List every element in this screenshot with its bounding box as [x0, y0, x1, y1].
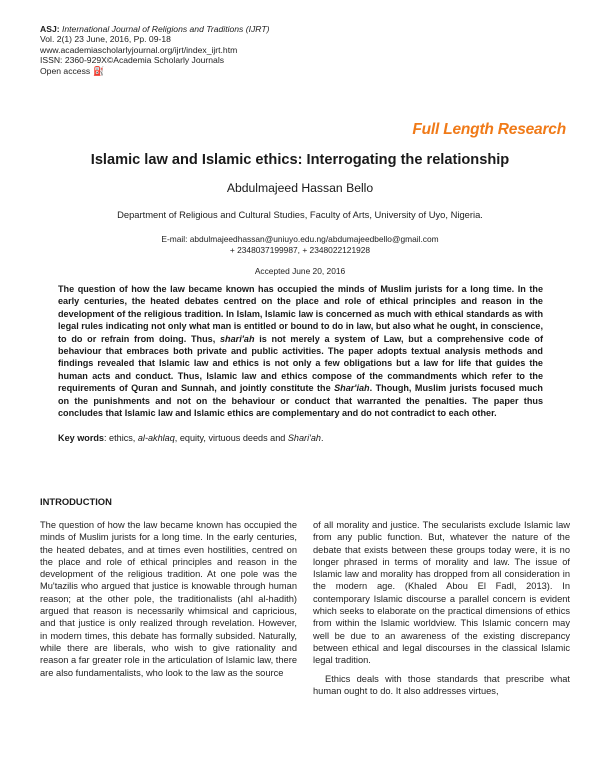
- abstract: [58, 283, 543, 419]
- accepted-date: Accepted June 20, 2016: [254, 266, 346, 276]
- keywords-label: Key words: [58, 433, 104, 443]
- open-access-label: Open access: [40, 65, 91, 76]
- journal-url[interactable]: www.academiascholarlyjournal.org/ijrt/index_ijrt.htm: [40, 44, 238, 55]
- body-paragraph: The question of how the law became known has occupied the minds of Muslim jurists for a long time. In the early centuries, the heated debates, and at times even hostilities, centred on the place and role of ethical principles and reason in the development of the religious tradition. At one pole was the Mu'tazilis who argued that justice is knowable through human reason; at the other pole, the traditionalists (ahl al-hadith) argued that reason is necessarily whimsical and capricious, and that justice is only realized through revelation. However, in modern times, this debate has formally subsided. Naturally, while there are liberals, who wish to give rationality and reason a far greater role in the articulation of Islamic law, there are also fundamentalists, who look to the law as the source: [40, 520, 297, 678]
- section-heading: INTRODUCTION: [40, 496, 112, 507]
- keyword-al-akhlaq: al-akhlaq: [137, 433, 175, 443]
- body-paragraph: of all morality and justice. The secularists exclude Islamic law from any public function. But, whatever the nature of the debate that exists between these groups today were, it is no longer phrased in terms of morality and law. The issue of Islamic law and morality has dropped from all consideration in the modern age. (Khaled Abou El Fadl, 2013). In contemporary Islamic discourse a parallel concern is evident which seeks to elaborate on the practical dimensions of ethics from within the Islamic worldview. This Islamic concern may well be due to an awareness of the existing discrepancy between ethical and legal discourses in the classical Islamic legal tradition.: [313, 520, 570, 666]
- keywords: [58, 433, 543, 443]
- abstract-text-1: The question of how the law became known has occupied the minds of Muslim jurists for a long time. In the early centuries, the heated debates centred on the place and role of ethical principles and reason in the development of the religious tradition. In Islam, Islamic law is concerned as much with ethical standards as with legal rules indicating not only what man is entitled or bound to do in law, but also what he ought, in conscience, to do or refrain from doing. Thus,: [58, 284, 543, 344]
- author-affiliation: Department of Religious and Cultural Studies, Faculty of Arts, University of Uyo, Nigeria.: [117, 209, 483, 220]
- issn-line: ISSN: 2360-929X©Academia Scholarly Journals: [40, 55, 225, 66]
- keywords-end: .: [320, 433, 324, 443]
- volume-line: Vol. 2(1) 23 June, 2016, Pp. 09-18: [40, 34, 171, 45]
- abstract-text-3: . Though, Muslim jurists focused much on the punishments and not on the behaviour or conduct that warranted the penalties. The paper thus concludes that Islamic law and Islamic ethics are complementary and do not contradict to each other.: [58, 383, 543, 419]
- body-column-left: [40, 519, 297, 679]
- body-column-right: [313, 519, 570, 697]
- journal-name: International Journal of Religions and Traditions (IJRT): [59, 24, 270, 34]
- journal-line: [40, 24, 269, 34]
- paper-title: Islamic law and Islamic ethics: Interrogating the relationship: [90, 152, 510, 168]
- abstract-term-shariah: shari'ah: [219, 333, 255, 344]
- abstract-term-shariah-2: Shar'iah: [334, 383, 370, 394]
- author-name: Abdulmajeed Hassan Bello: [226, 181, 374, 195]
- article-type-label: Full Length Research: [412, 121, 566, 138]
- journal-header: [40, 24, 269, 76]
- body-paragraph: Ethics deals with those standards that prescribe what human ought to do. It also addresses virtues,: [313, 673, 570, 696]
- open-access-line: [40, 66, 269, 76]
- keywords-text-2: , equity, virtuous deeds and: [174, 433, 288, 443]
- keywords-text-1: : ethics,: [104, 433, 138, 443]
- contact-block: [0, 234, 600, 255]
- contact-email[interactable]: E-mail: abdulmajeedhassan@uniuyo.edu.ng/abdumajeedbello@gmail.com: [161, 234, 439, 244]
- keyword-shariah: Shari'ah: [287, 433, 321, 443]
- open-access-icon: ⛽: [93, 65, 105, 76]
- journal-abbrev: ASJ:: [40, 24, 60, 34]
- contact-phone: + 2348037199987, + 2348022121928: [229, 244, 371, 255]
- abstract-text-2: is not merely a system of Law, but a comprehensive code of behaviour that embraces both private and public activities. The paper adopts textual analysis methods and findings revealed that Islamic law and ethics is not only a few obligations but a law for life that guides the human acts and conduct. Thus, Islamic law and ethics compose of the commandments which refer to the requirements of Quran and Sunnah, and jointly constitute the: [58, 333, 543, 394]
